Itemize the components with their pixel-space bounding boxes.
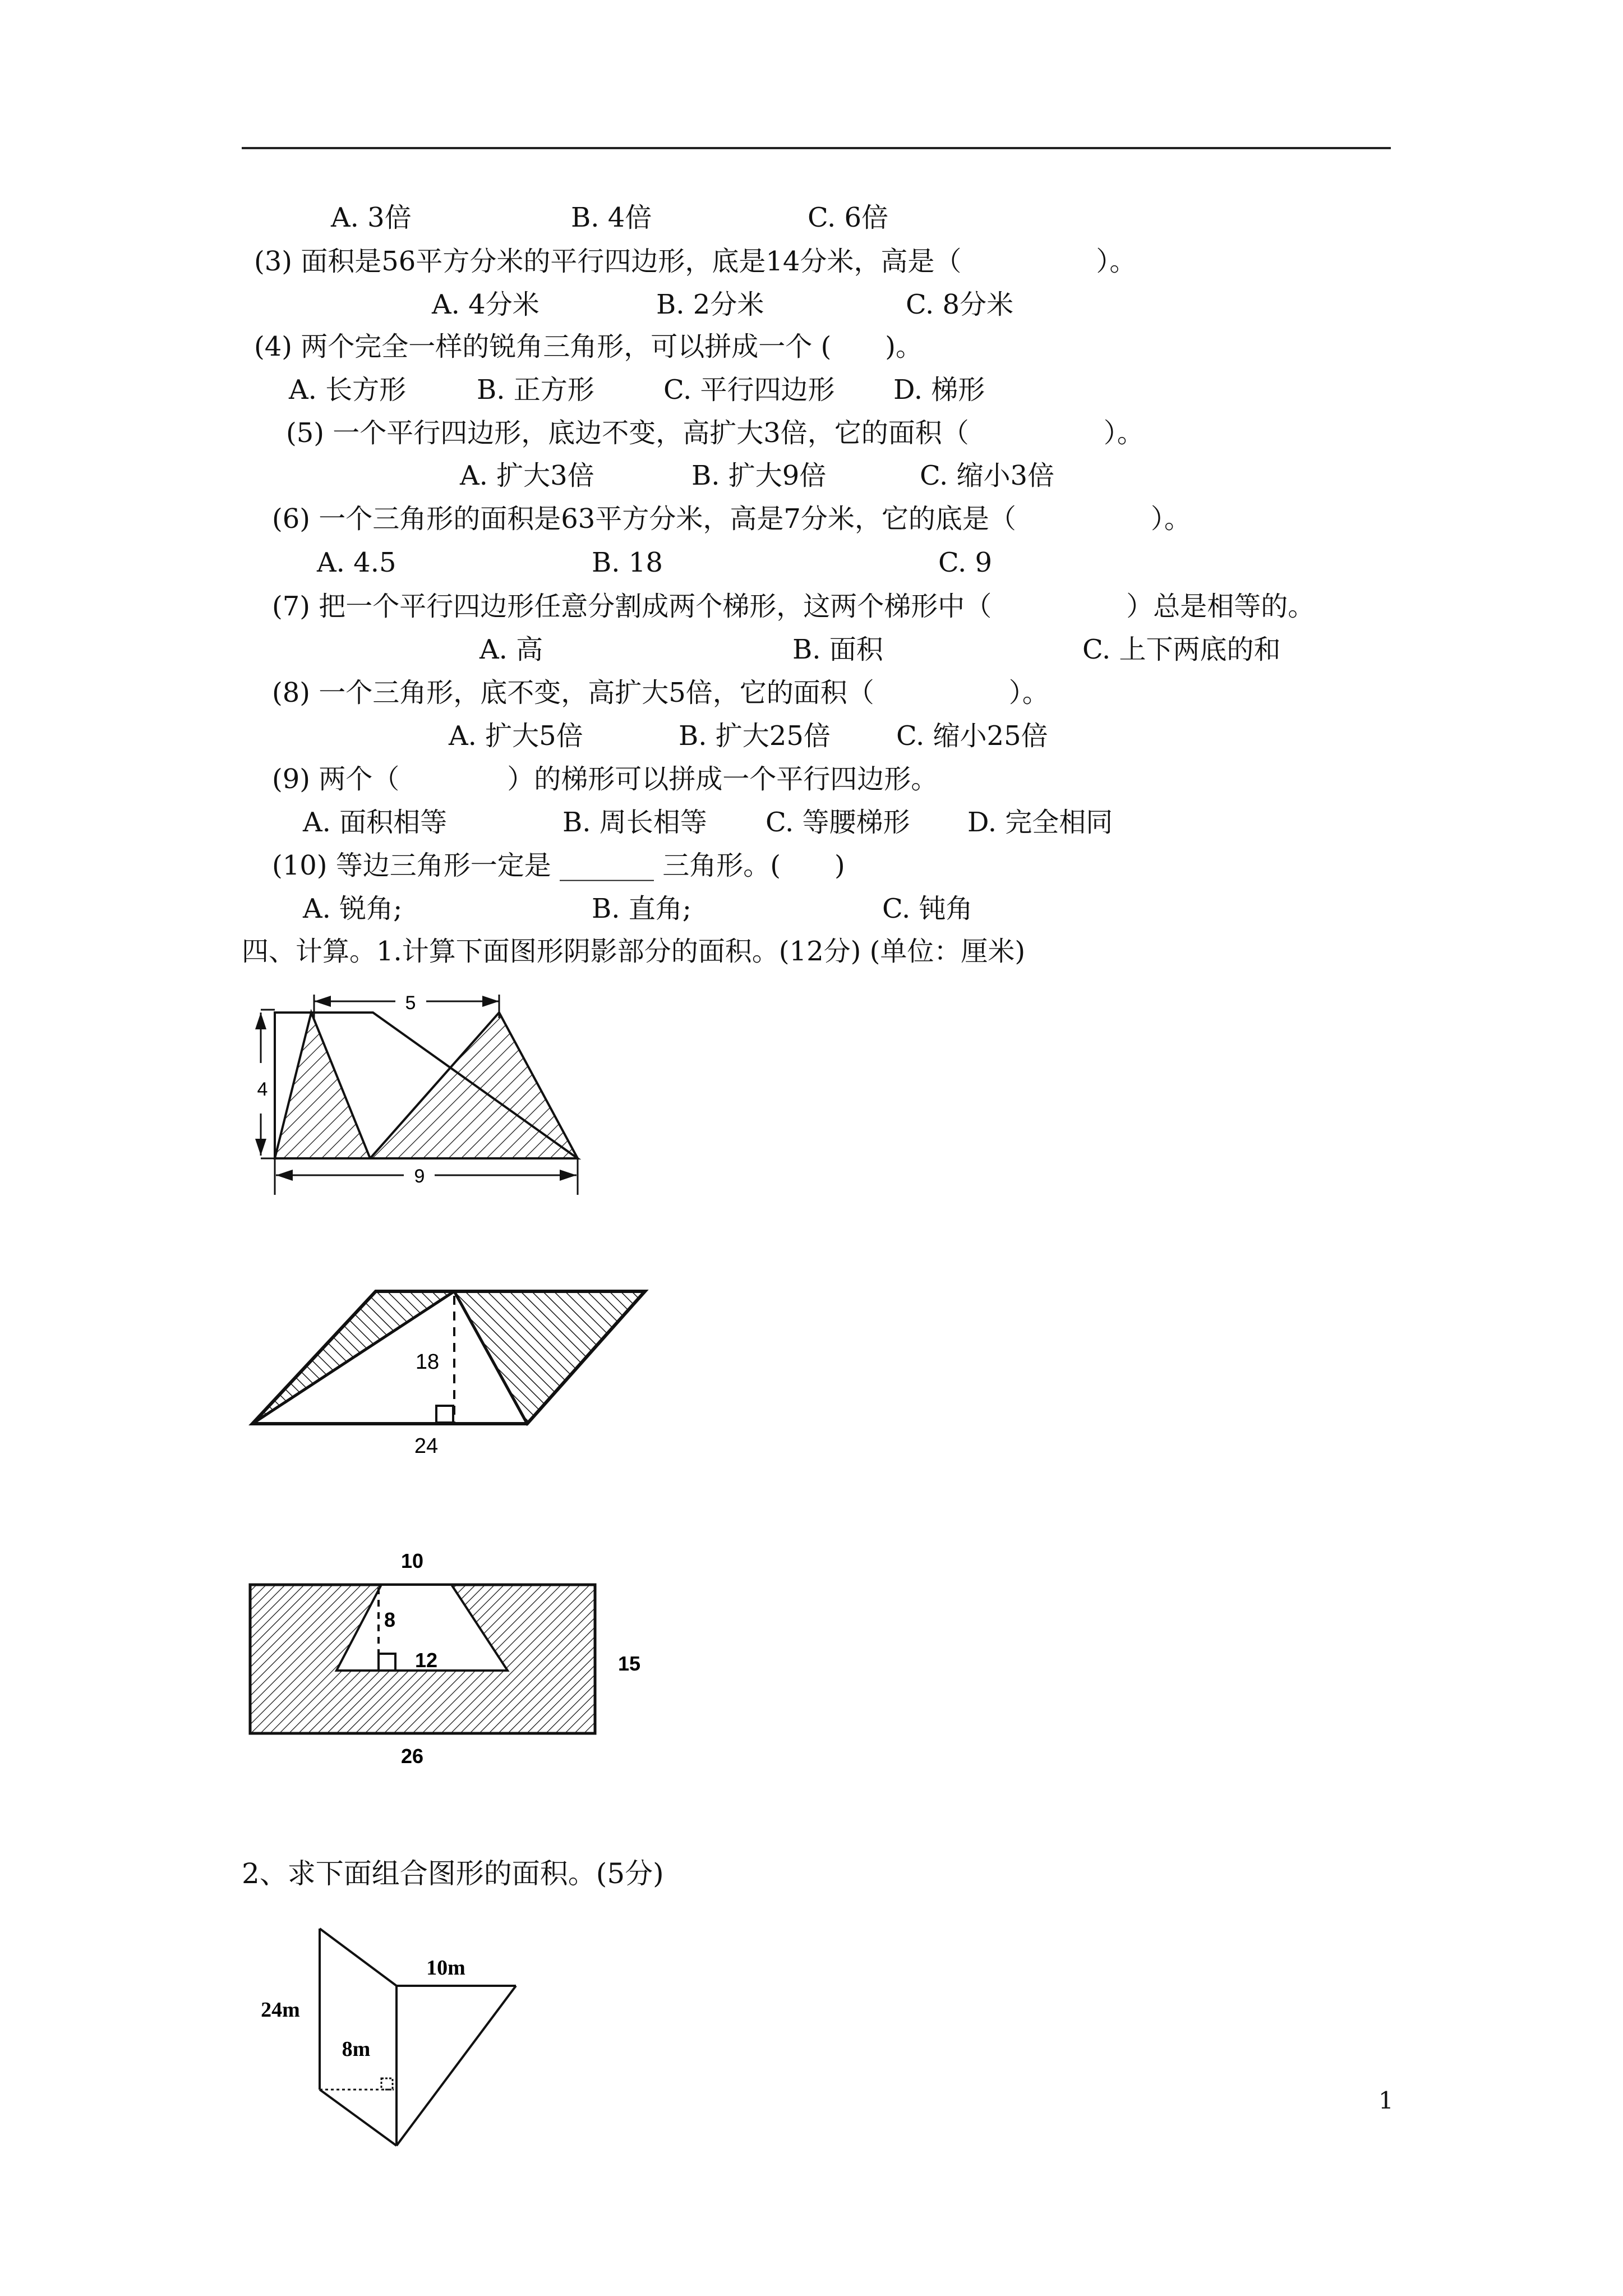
option-b: B. 面积 <box>792 634 883 665</box>
figure-1-shaded-triangles <box>241 984 589 1203</box>
figure-3-rectangle-trapezoid <box>241 1543 656 1778</box>
option-b: B. 扩大9倍 <box>691 460 827 491</box>
figure-3-top-label: 10 <box>400 1549 424 1572</box>
option-a: A. 锐角; <box>303 893 403 924</box>
question-5: (5) 一个平行四边形，底边不变，高扩大3倍，它的面积（ ）。 <box>286 417 1144 449</box>
figure-4-combined-shape <box>241 1918 555 2160</box>
figure-3-side-label: 15 <box>617 1652 641 1675</box>
figure-3-inner-base-label: 12 <box>414 1649 438 1672</box>
figure-2-base-label: 24 <box>414 1434 439 1458</box>
option-c: C. 钝角 <box>882 893 973 924</box>
option-b: B. 扩大25倍 <box>679 720 831 752</box>
question-3: (3) 面积是56平方分米的平行四边形，底是14分米，高是（ ）。 <box>254 246 1137 277</box>
option-c: C. 等腰梯形 <box>766 807 910 838</box>
option-d: D. 完全相同 <box>967 807 1113 838</box>
option-b: B. 直角; <box>592 893 691 924</box>
option-c: C. 缩小3倍 <box>920 460 1055 491</box>
option-b: B. 正方形 <box>477 374 594 406</box>
figure-2-parallelogram <box>241 1279 667 1470</box>
figure-1-top-label: 5 <box>405 992 416 1014</box>
option-b: B. 2分米 <box>656 289 764 320</box>
option-a: A. 扩大3倍 <box>460 460 594 491</box>
option-d: D. 梯形 <box>893 374 985 406</box>
page-number: 1 <box>1378 2087 1394 2114</box>
option-b: B. 周长相等 <box>562 807 707 838</box>
section-4-heading: 四、计算。1.计算下面图形阴影部分的面积。(12分) (单位：厘米) <box>242 936 1026 967</box>
figure-1-bottom-label: 9 <box>414 1166 425 1187</box>
option-a: A. 4.5 <box>317 547 396 578</box>
figure-4-inner-label: 8m <box>342 2037 371 2061</box>
question-9: (9) 两个（ ）的梯形可以拼成一个平行四边形。 <box>272 763 938 795</box>
figure-1-height-label: 4 <box>257 1079 268 1100</box>
question-8: (8) 一个三角形，底不变，高扩大5倍，它的面积（ ）。 <box>272 677 1049 708</box>
option-b: B. 4倍 <box>571 202 652 233</box>
question-6: (6) 一个三角形的面积是63平方分米，高是7分米，它的底是（ ）。 <box>272 503 1191 535</box>
option-c: C. 8分米 <box>906 289 1014 320</box>
question-4: (4) 两个完全一样的锐角三角形，可以拼成一个 ( )。 <box>254 331 923 362</box>
question-10: (10) 等边三角形一定是 _______ 三角形。( ) <box>272 850 845 881</box>
figure-3-height-label: 8 <box>384 1608 396 1631</box>
option-a: A. 4分米 <box>432 289 540 320</box>
option-a: A. 高 <box>479 634 543 665</box>
option-c: C. 缩小25倍 <box>896 720 1048 752</box>
figure-3-bottom-label: 26 <box>400 1745 424 1768</box>
option-c: C. 平行四边形 <box>663 374 835 406</box>
option-c: C. 上下两底的和 <box>1082 634 1281 665</box>
option-b: B. 18 <box>592 547 663 578</box>
option-a: A. 3倍 <box>331 202 412 233</box>
figure-2-height-label: 18 <box>415 1350 440 1374</box>
option-c: C. 6倍 <box>808 202 889 233</box>
question-7: (7) 把一个平行四边形任意分割成两个梯形，这两个梯形中（ ）总是相等的。 <box>272 591 1315 622</box>
figure-4-width-label: 10m <box>426 1956 465 1980</box>
option-a: A. 面积相等 <box>303 807 448 838</box>
option-c: C. 9 <box>938 547 993 578</box>
header-rule <box>242 147 1391 149</box>
section-2-heading: 2、求下面组合图形的面积。(5分) <box>242 1857 664 1890</box>
option-a: A. 扩大5倍 <box>449 720 583 752</box>
option-a: A. 长方形 <box>289 374 407 406</box>
figure-4-height-label: 24m <box>261 1998 300 2022</box>
